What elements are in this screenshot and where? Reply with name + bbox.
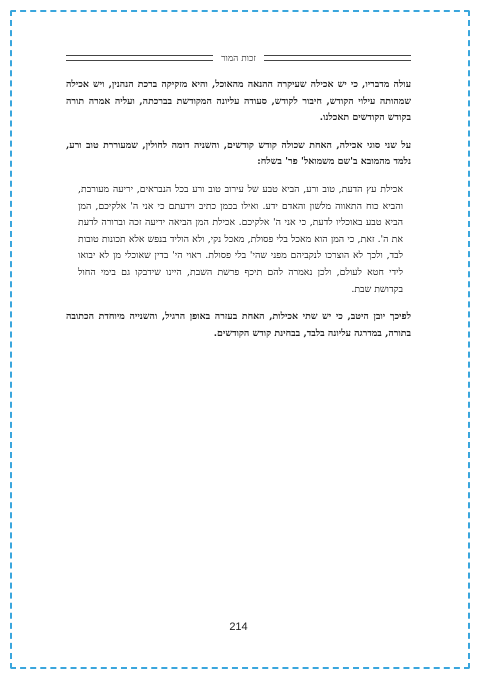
header-title: זכות המור: [221, 53, 256, 64]
running-header: [66, 51, 411, 65]
body-text: [66, 77, 411, 353]
paragraph-2: על שני סוגי אכילה, האחת שכולה קודש קודשים, והשניה דומה לחולין, שמעוררת טוב ורע, נלמד מהמובא ב'שם משמואל' פר' בשלח:: [66, 139, 411, 168]
header-rule-left: [66, 55, 213, 61]
paragraph-1: עולה מדבריו, כי יש אכילה שעיקרה ההנאה מהאוכל, והיא מזקיקה ברכת הנהנין, ויש אכילה שמהותה עילוי הקודש, חיבור לקודש, סעודה עליונה המקודשת בברכתה, ועליה אמרה תורה בקודש הקודשים תאכלנו.: [66, 79, 411, 124]
paragraph-4: לפיכך יובן היטב, כי יש שתי אכילות, האחת בעזרה באופן הרגיל, והשנייה מיוחדת הכתובה בתורה, במדרגה עליונה בלבד, בבחינת קודש הקודשים.: [66, 311, 411, 339]
header-rule-right: [264, 55, 411, 61]
block-quote: [66, 182, 411, 298]
quote-paragraph: אכילת עץ הדעת, טוב ורע, הביא טבע של עירוב טוב ורע בכל הנבראים, יריעה מעורבת, והביא כוח התאווה מלשון והאדם ידע. ואילו בכמן כתיב וידעתם כי אני ה' אלקיכם, המן הביא טבע באוכליו לדעת, כי אני ה' אלקיכם. אכילת המן הביאה ידיעה זכה וברורה לדעת את ה'. זאת, כי המן הוא מאכל בלי פסולת, מאכל נקי, ולא הוליד בנפש אלא תכונות טובות לבד, ולכך לא הוצרכו לנקביהם מפני שהי' בלי פסולת. ראוי הי' בדין שאוכלי מן לא יבואו לידי חטא לעולם, ולכן נאמרה להם תיכף פרשת השבת, היינו שידבקו גם בימי החול בקדושת שבת.: [78, 183, 403, 295]
page-number: 214: [229, 621, 248, 633]
book-page: [66, 40, 411, 640]
